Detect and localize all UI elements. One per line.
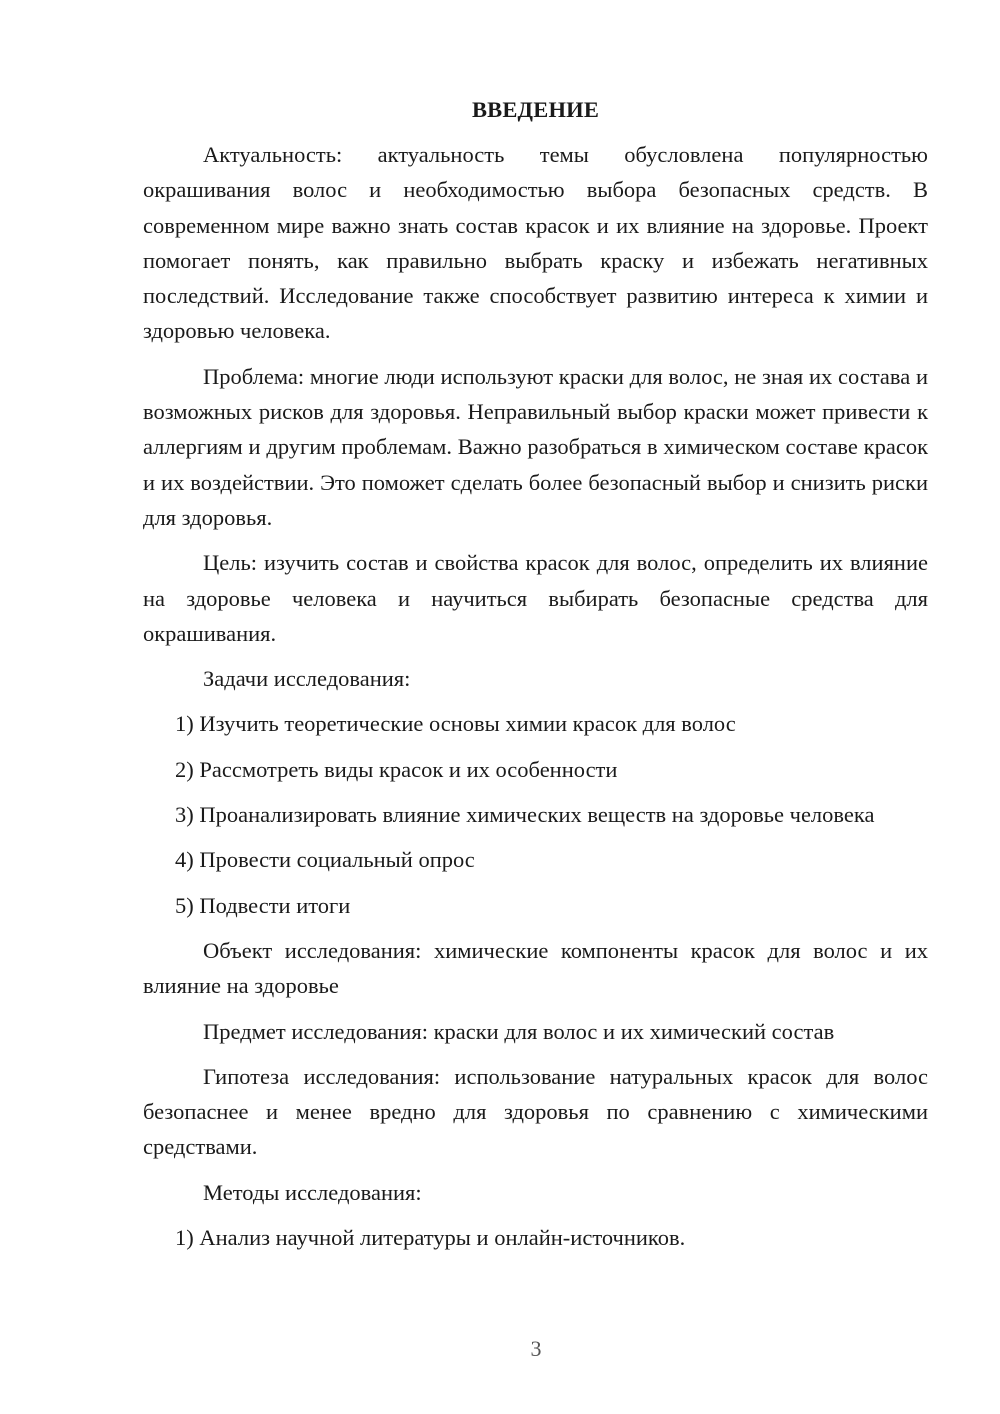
relevance-paragraph: Актуальность: актуальность темы обусловлена популярностью окрашивания волос и необходимостью выбора безопасных средств. В современном мире важно знать состав красок и их влияние на здоровье. Проект помогает понять, как правильно выбрать краску и избежать негативных последствий. Исследование также способствует развитию интереса к химии и здоровью человека. (143, 142, 928, 344)
method-item-1: 1) Анализ научной литературы и онлайн-источников. (175, 1225, 686, 1251)
section-title: ВВЕДЕНИЕ (471, 97, 600, 122)
hypothesis-paragraph: Гипотеза исследования: использование натуральных красок для волос безопаснее и менее вредно для здоровья по сравнению с химическими средствами. (143, 1063, 928, 1160)
task-item-5: 5) Подвести итоги (175, 892, 351, 918)
task-item-4: 4) Провести социальный опрос (175, 847, 475, 873)
subject-paragraph: Предмет исследования: краски для волос и их химический состав (203, 1018, 835, 1044)
tasks-heading: Задачи исследования: (203, 666, 411, 692)
page-number: 3 (530, 1336, 542, 1361)
goal-paragraph: Цель: изучить состав и свойства красок для волос, определить их влияние на здоровье человека и научиться выбирать безопасные средства для окрашивания. (143, 550, 928, 646)
methods-heading: Методы исследования: (203, 1179, 422, 1205)
page-content (143, 92, 928, 1265)
task-item-3: 3) Проанализировать влияние химических веществ на здоровье человека (175, 802, 875, 828)
problem-paragraph: Проблема: многие люди используют краски для волос, не зная их состава и возможных рисков для здоровья. Неправильный выбор краски может привести к аллергиям и другим проблемам. Важно разобраться в химическом составе красок и их воздействии. Это поможет сделать более безопасный выбор и снизить риски для здоровья. (143, 363, 928, 530)
object-paragraph: Объект исследования: химические компоненты красок для волос и их влияние на здоровье (143, 937, 928, 999)
task-item-2: 2) Рассмотреть виды красок и их особенности (175, 756, 618, 782)
task-item-1: 1) Изучить теоретические основы химии красок для волос (175, 711, 736, 737)
